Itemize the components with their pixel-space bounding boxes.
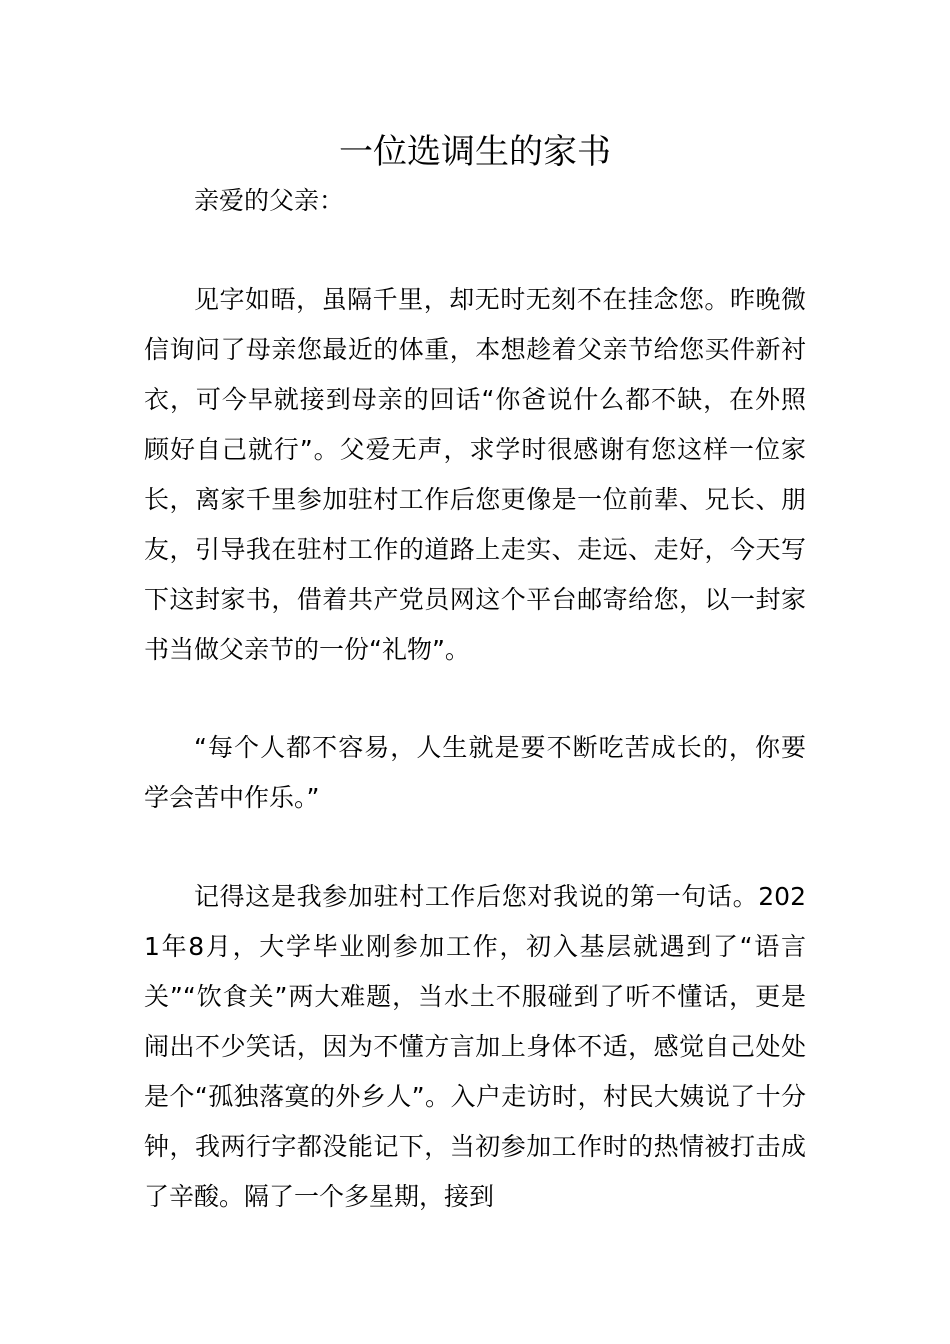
paragraph-3: 记得这是我参加驻村工作后您对我说的第一句话。2021年8月，大学毕业刚参加工作，初入基层就遇到了“语言关”“饮食关”两大难题，当水土不服碰到了听不懂话，更是闹出不少笑话，因为不懂方言加上身体不适，感觉自己处处是个“孤独落寞的外乡人”。入户走访时，村民大姨说了十分钟，我两行字都没能记下，当初参加工作时的热情被打击成了辛酸。隔了一个多星期，接到 bbox=[144, 882, 806, 1211]
document-title: 一位选调生的家书 bbox=[339, 132, 611, 172]
salutation: 亲爱的父亲： bbox=[194, 186, 345, 215]
paragraph-1: 见字如晤，虽隔千里，却无时无刻不在挂念您。昨晚微信询问了母亲您最近的体重，本想趁着父亲节给您买件新衬衣，可今早就接到母亲的回话“你爸说什么都不缺，在外照顾好自己就行”。父爱无声，求学时很感谢有您这样一位家长，离家千里参加驻村工作后您更像是一位前辈、兄长、朋友，引导我在驻村工作的道路上走实、走远、走好，今天写下这封家书，借着共产党员网这个平台邮寄给您，以一封家书当做父亲节的一份“礼物”。 bbox=[144, 285, 806, 664]
paragraph-2: “每个人都不容易，人生就是要不断吃苦成长的，你要学会苦中作乐。” bbox=[144, 733, 806, 812]
